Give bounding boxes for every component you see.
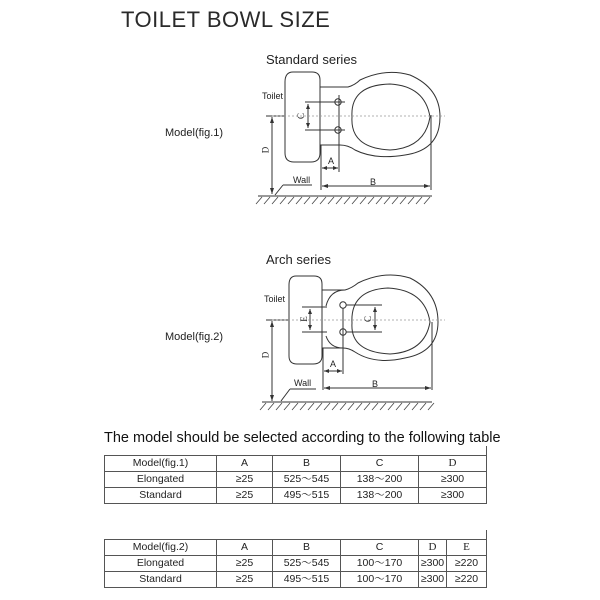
cell-e: ≥220	[447, 556, 487, 572]
table-row	[105, 572, 487, 588]
dim-c-label-fig1: C	[296, 112, 307, 120]
cell-a: ≥25	[217, 472, 273, 488]
model-fig2-label: Model(fig.2)	[165, 331, 224, 343]
wall-label-fig2: Wall	[294, 378, 312, 388]
cell-b: 525～545	[273, 472, 341, 488]
cell-d: ≥300	[419, 572, 447, 588]
cell-d: ≥300	[419, 488, 487, 504]
header-c: C	[341, 456, 419, 472]
cell-c: 100～170	[341, 572, 419, 588]
cell-b: 495～515	[273, 488, 341, 504]
cell-model: Elongated	[105, 472, 217, 488]
dim-b-label-fig1: B	[370, 177, 377, 187]
toilet-label-fig1: Toilet	[262, 91, 284, 101]
header-a: A	[217, 456, 273, 472]
dim-d-label-fig1: D	[260, 146, 271, 154]
header-b: B	[273, 456, 341, 472]
dim-a-label-fig1: A	[328, 156, 335, 166]
dim-b-label-fig2: B	[372, 379, 379, 389]
header-e: E	[447, 540, 487, 556]
cell-c: 138～200	[341, 488, 419, 504]
cell-a: ≥25	[217, 488, 273, 504]
cell-d: ≥300	[419, 472, 487, 488]
header-a: A	[217, 540, 273, 556]
dim-a-label-fig2: A	[330, 359, 337, 369]
header-model: Model(fig.2)	[105, 540, 217, 556]
toilet-label-fig2: Toilet	[264, 294, 286, 304]
table-header-row	[105, 540, 487, 556]
header-d: D	[419, 540, 447, 556]
arch-series-label: Arch series	[266, 252, 332, 267]
cell-e: ≥220	[447, 572, 487, 588]
cell-a: ≥25	[217, 572, 273, 588]
size-table-fig1	[104, 455, 487, 504]
dim-c-label-fig2: C	[363, 315, 374, 323]
header-d: D	[419, 456, 487, 472]
cell-c: 100～170	[341, 556, 419, 572]
cell-model: Standard	[105, 572, 217, 588]
size-table-fig2	[104, 539, 487, 588]
standard-series-label: Standard series	[266, 52, 358, 67]
header-model: Model(fig.1)	[105, 456, 217, 472]
cell-d: ≥300	[419, 556, 447, 572]
cell-b: 495～515	[273, 572, 341, 588]
table-header-row	[105, 456, 487, 472]
cell-model: Standard	[105, 488, 217, 504]
header-b: B	[273, 540, 341, 556]
table-row	[105, 488, 487, 504]
model-fig1-label: Model(fig.1)	[165, 127, 224, 139]
cell-a: ≥25	[217, 556, 273, 572]
dim-e-label-fig2: E	[298, 316, 309, 322]
cell-b: 525～545	[273, 556, 341, 572]
cell-c: 138～200	[341, 472, 419, 488]
table-intro-text: The model should be selected according to the following table	[104, 430, 501, 446]
header-c: C	[341, 540, 419, 556]
wall-label-fig1: Wall	[293, 175, 311, 185]
dim-d-label-fig2: D	[260, 351, 271, 359]
cell-model: Elongated	[105, 556, 217, 572]
page-title: TOILET BOWL SIZE	[121, 7, 331, 32]
table-row	[105, 556, 487, 572]
table-row	[105, 472, 487, 488]
